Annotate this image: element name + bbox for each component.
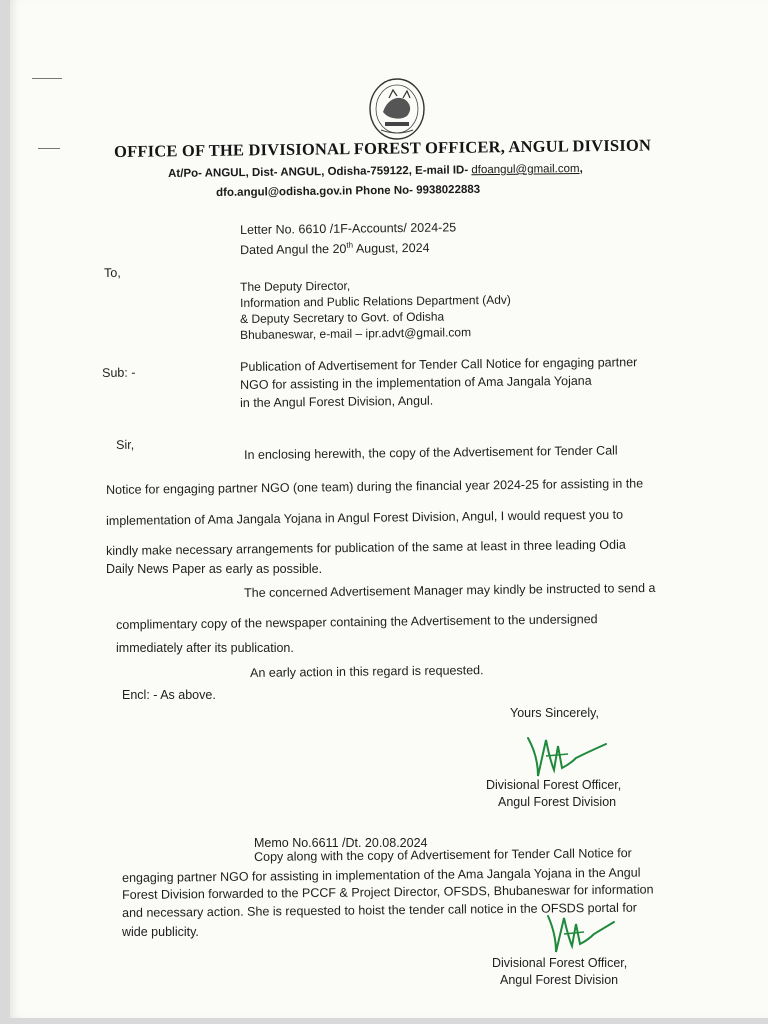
scan-speck bbox=[38, 148, 60, 149]
subject-line: in the Angul Forest Division, Angul. bbox=[240, 393, 434, 410]
subject-line: Publication of Advertisement for Tender Call Notice for engaging partner bbox=[240, 355, 638, 374]
date-prefix: Dated Angul the 20 bbox=[240, 241, 347, 258]
subject-label: Sub: - bbox=[102, 365, 136, 380]
office-contact-line: dfo.angul@odisha.gov.in Phone No- 9938022883 bbox=[216, 183, 481, 199]
date-month-year: August, 2024 bbox=[353, 240, 430, 256]
body-line: immediately after its publication. bbox=[116, 641, 294, 655]
closing-division: Angul Forest Division bbox=[498, 795, 617, 809]
odisha-emblem-icon bbox=[367, 76, 427, 142]
closing-yours: Yours Sincerely, bbox=[510, 706, 599, 720]
closing-designation: Divisional Forest Officer, bbox=[486, 778, 622, 792]
recipient-line: The Deputy Director, bbox=[240, 278, 351, 294]
memo-line: and necessary action. She is requested to hoist the tender call notice in the OFSDS portal for bbox=[122, 900, 637, 920]
to-label: To, bbox=[104, 265, 121, 280]
memo-line: engaging partner NGO for assisting in implementation of the Ama Jangala Yojana in the Angul bbox=[122, 865, 641, 885]
memo-line: wide publicity. bbox=[122, 925, 199, 939]
letter-page bbox=[10, 0, 768, 1018]
address-text: At/Po- ANGUL, Dist- ANGUL, Odisha-759122, E-mail ID- bbox=[168, 164, 472, 180]
body-line: In enclosing herewith, the copy of the Advertisement for Tender Call bbox=[244, 443, 618, 462]
letter-date bbox=[240, 240, 430, 257]
memo-line: Copy along with the copy of Advertisement for Tender Call Notice for bbox=[254, 846, 632, 864]
letter-number: Letter No. 6610 /1F-Accounts/ 2024-25 bbox=[240, 220, 457, 237]
email-link-primary[interactable]: dfoangul@gmail.com bbox=[471, 162, 580, 177]
salutation: Sir, bbox=[116, 437, 135, 452]
body-line: An early action in this regard is requested. bbox=[250, 663, 484, 680]
body-line: Daily News Paper as early as possible. bbox=[106, 562, 323, 576]
office-address bbox=[168, 163, 583, 180]
memo-designation: Divisional Forest Officer, bbox=[492, 956, 628, 970]
body-line: The concerned Advertisement Manager may kindly be instructed to send a bbox=[244, 580, 656, 600]
office-title: OFFICE OF THE DIVISIONAL FOREST OFFICER, ANGUL DIVISION bbox=[114, 135, 652, 161]
memo-division: Angul Forest Division bbox=[500, 973, 619, 987]
body-line: Notice for engaging partner NGO (one team) during the financial year 2024-25 for assisting in the bbox=[106, 476, 644, 497]
scan-speck bbox=[32, 78, 62, 79]
signature-icon bbox=[516, 726, 612, 782]
signature-icon bbox=[538, 906, 618, 958]
memo-number: Memo No.6611 /Dt. 20.08.2024 bbox=[254, 836, 428, 850]
body-line: kindly make necessary arrangements for publication of the same at least in three leading Odia bbox=[106, 537, 626, 558]
memo-line: Forest Division forwarded to the PCCF & Project Director, OFSDS, Bhubaneswar for information bbox=[122, 882, 654, 902]
recipient-line: Bhubaneswar, e-mail – ipr.advt@gmail.com bbox=[240, 325, 472, 342]
recipient-line: & Deputy Secretary to Govt. of Odisha bbox=[240, 309, 445, 326]
body-line: complimentary copy of the newspaper containing the Advertisement to the undersigned bbox=[116, 612, 598, 632]
subject-line: NGO for assisting in the implementation of Ama Jangala Yojana bbox=[240, 373, 592, 392]
recipient-line: Information and Public Relations Department (Adv) bbox=[240, 292, 511, 310]
body-line: implementation of Ama Jangala Yojana in Angul Forest Division, Angul, I would request you to bbox=[106, 507, 624, 528]
date-suffix-sup: th bbox=[346, 240, 354, 250]
address-suffix: , bbox=[579, 162, 583, 175]
enclosure-note: Encl: - As above. bbox=[122, 688, 216, 702]
